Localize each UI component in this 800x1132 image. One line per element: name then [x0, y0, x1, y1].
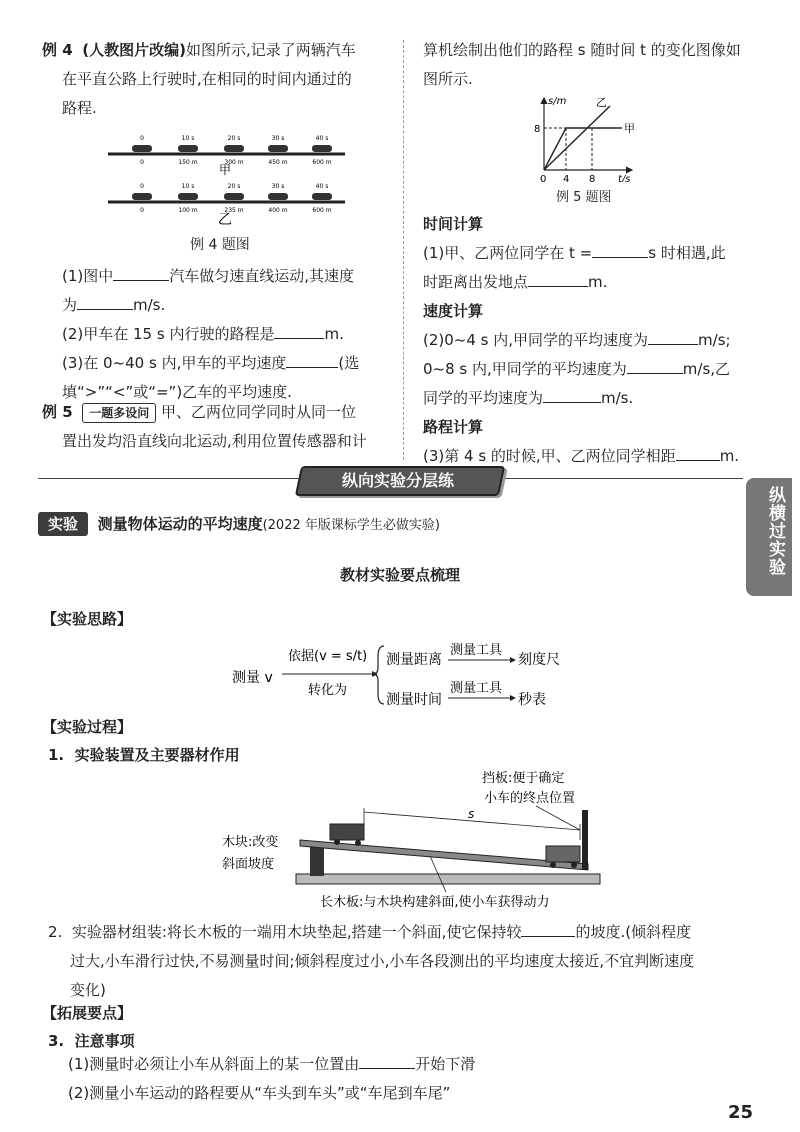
- ex5-tag: 一题多设问: [82, 403, 156, 423]
- car-icon: [224, 145, 244, 152]
- time-label: 10 s: [181, 135, 195, 142]
- answer-blank[interactable]: [286, 349, 338, 368]
- ex5-q1: m.: [588, 273, 608, 291]
- ex5-text: 图所示.: [423, 70, 473, 88]
- ex5-title: 例 5: [42, 403, 73, 421]
- distance-label: 400 m: [268, 207, 288, 214]
- flow-time: 测量时间: [386, 692, 442, 708]
- ex4-q3: (选: [338, 354, 360, 372]
- process-item-2: [48, 918, 758, 1005]
- time-label: 10 s: [181, 183, 195, 190]
- ex4-q3: (3)在 0~40 s 内,甲车的平均速度: [62, 354, 287, 372]
- process-item-2-text: 变化): [70, 981, 106, 999]
- flow-basis: 依据(v = s/t): [288, 649, 368, 664]
- ex4-q3: 填“>”“<”或“=”)乙车的平均速度.: [62, 383, 292, 401]
- ex4-label-jia: 甲: [218, 163, 232, 177]
- column-divider: [403, 40, 404, 460]
- ex5-q2: m/s.: [601, 389, 634, 407]
- note-2: (2)测量小车运动的路程要从“车头到车头”或“车尾到车尾”: [68, 1084, 451, 1102]
- process-item-2-text: 2. 实验器材组装:将长木板的一端用木块垫起,搭建一个斜面,使它保持较: [48, 923, 522, 941]
- car-icon: [132, 145, 152, 152]
- ex5-q3: m.: [719, 447, 740, 465]
- answer-blank[interactable]: [274, 320, 324, 339]
- distance-s: s: [468, 807, 475, 821]
- ex4-q1: 汽车做匀速直线运动,其速度: [169, 267, 355, 285]
- time-label: 0: [140, 183, 144, 190]
- apparatus-figure: [210, 766, 610, 914]
- ex5-q2: m/s,乙: [682, 360, 731, 378]
- answer-blank[interactable]: [528, 268, 588, 287]
- process-item-2-text: 的坡度.(倾斜程度: [575, 923, 692, 941]
- experiment-note: (2022 年版课标学生必做实验): [262, 518, 440, 533]
- ex4-source: (人教图片改编): [82, 41, 186, 59]
- example-4: [42, 36, 397, 123]
- flow-measure-v: 测量 v: [232, 670, 273, 686]
- heading-process: 【实验过程】: [42, 718, 133, 736]
- graph-x-tick: 8: [589, 174, 596, 182]
- time-label: 30 s: [271, 183, 285, 190]
- note-1: 开始下滑: [415, 1055, 476, 1073]
- answer-blank[interactable]: [627, 355, 683, 374]
- heading-speed: 速度计算: [423, 302, 484, 320]
- flow-ruler: 刻度尺: [518, 652, 560, 668]
- graph-yi: 乙: [596, 96, 607, 109]
- block-label: 斜面坡度: [222, 857, 275, 872]
- answer-blank[interactable]: [543, 384, 601, 403]
- answer-blank[interactable]: [521, 918, 575, 937]
- side-tab-text: 纵横过实验: [765, 486, 785, 576]
- car-icon: [224, 193, 244, 200]
- ex5-questions: [423, 210, 763, 471]
- experiment-title: 测量物体运动的平均速度: [97, 515, 263, 533]
- ex5-q2: 0~8 s 内,甲同学的平均速度为: [423, 360, 627, 378]
- flow-convert: 转化为: [308, 683, 348, 698]
- flow-tool-2: 测量工具: [450, 681, 503, 696]
- answer-blank[interactable]: [648, 326, 698, 345]
- ex5-q1: s 时相遇,此: [648, 244, 726, 262]
- section-banner-text: 纵向实验分层练: [341, 471, 454, 490]
- ex4-fig-caption: 例 4 题图: [190, 237, 250, 253]
- ex5-q2: 同学的平均速度为: [423, 389, 544, 407]
- experiment-header: [38, 512, 738, 536]
- distance-label: 235 m: [224, 207, 244, 214]
- distance-label: 600 m: [312, 159, 332, 166]
- car-icon: [132, 193, 152, 200]
- graph-y8: 8: [534, 124, 541, 135]
- distance-label: 600 m: [312, 207, 332, 214]
- heading-idea: 【实验思路】: [42, 610, 133, 628]
- answer-blank[interactable]: [676, 442, 720, 461]
- ex5-q2: m/s;: [698, 331, 731, 349]
- ex4-title: 例 4: [42, 41, 73, 59]
- flow-dist: 测量距离: [386, 652, 442, 668]
- ex4-text: 路程.: [62, 99, 97, 117]
- car-icon: [178, 145, 198, 152]
- notes: [68, 1050, 758, 1108]
- ex4-q1: m/s.: [133, 296, 166, 314]
- graph-x-tick: 0: [540, 174, 547, 182]
- ex4-q2: m.: [324, 325, 344, 343]
- section-title: 教材实验要点梳理: [339, 566, 460, 584]
- ex5-text: 置出发均沿直线向北运动,利用位置传感器和计: [62, 432, 367, 450]
- flow-watch: 秒表: [518, 692, 546, 708]
- time-label: 40 s: [315, 183, 329, 190]
- ex4-questions: [62, 262, 402, 407]
- ex5-continued: [423, 36, 763, 94]
- heading-time: 时间计算: [423, 215, 484, 233]
- ex4-q1: (1)图中: [62, 267, 114, 285]
- graph-jia: 甲: [624, 122, 635, 135]
- distance-label: 0: [140, 207, 144, 214]
- answer-blank[interactable]: [359, 1050, 415, 1069]
- ex5-graph: [522, 92, 642, 182]
- board-label: 长木板:与木块构建斜面,使小车获得动力: [320, 895, 550, 910]
- time-label: 20 s: [227, 135, 241, 142]
- time-label: 40 s: [315, 135, 329, 142]
- page-number: 25: [728, 1102, 754, 1123]
- distance-label: 300 m: [224, 159, 244, 166]
- ex5-q3: (3)第 4 s 的时候,甲、乙两位同学相距: [423, 447, 676, 465]
- ex5-text: 甲、乙两位同学同时从同一位: [161, 403, 357, 421]
- process-item-2-text: 过大,小车滑行过快,不易测量时间;倾斜程度过小,小车各段测出的平均速度太接近,不宜判断速度: [70, 952, 695, 970]
- extension-item-3: 3. 注意事项: [48, 1032, 135, 1050]
- ex5-q2: (2)0~4 s 内,甲同学的平均速度为: [423, 331, 649, 349]
- idea-flow-diagram: [226, 636, 606, 716]
- time-label: 0: [140, 135, 144, 142]
- heading-extension: 【拓展要点】: [42, 1004, 133, 1022]
- car-icon: [178, 193, 198, 200]
- car-icon: [268, 145, 288, 152]
- answer-blank[interactable]: [592, 239, 648, 258]
- car-icon: [268, 193, 288, 200]
- answer-blank[interactable]: [113, 262, 169, 281]
- ex4-road-figure: [100, 124, 350, 242]
- process-item-1: 1. 实验装置及主要器材作用: [48, 746, 240, 764]
- ex5-q1: (1)甲、乙两位同学在 t =: [423, 244, 593, 262]
- distance-label: 450 m: [268, 159, 288, 166]
- note-1: (1)测量时必须让小车从斜面上的某一位置由: [68, 1055, 360, 1073]
- experiment-tag: 实验: [38, 512, 88, 536]
- car-icon: [312, 193, 332, 200]
- graph-xlabel: t/s: [618, 174, 631, 182]
- ex4-q2: (2)甲车在 15 s 内行驶的路程是: [62, 325, 275, 343]
- ex4-label-yi: 乙: [218, 212, 232, 228]
- ex4-q1: 为: [62, 296, 78, 314]
- ex4-text: 如图所示,记录了两辆汽车: [185, 41, 356, 59]
- distance-label: 0: [140, 159, 144, 166]
- flow-tool: 测量工具: [450, 643, 503, 658]
- stop-label: 挡板:便于确定: [482, 771, 565, 786]
- stop-label: 小车的终点位置: [484, 791, 576, 806]
- ex5-text: 算机绘制出他们的路程 s 随时间 t 的变化图像如: [423, 41, 741, 59]
- answer-blank[interactable]: [77, 291, 133, 310]
- graph-ylabel: s/m: [548, 96, 567, 107]
- graph-x-tick: 4: [563, 174, 570, 182]
- car-icon: [312, 145, 332, 152]
- time-label: 30 s: [271, 135, 285, 142]
- ex4-text: 在平直公路上行驶时,在相同的时间内通过的: [62, 70, 352, 88]
- example-5: [42, 398, 397, 456]
- time-label: 20 s: [227, 183, 241, 190]
- ex5-fig-caption: 例 5 题图: [556, 190, 612, 205]
- ex5-q1: 时距离出发地点: [423, 273, 529, 291]
- distance-label: 100 m: [178, 207, 198, 214]
- heading-distance: 路程计算: [423, 418, 484, 436]
- distance-label: 150 m: [178, 159, 198, 166]
- block-label: 木块:改变: [222, 835, 279, 850]
